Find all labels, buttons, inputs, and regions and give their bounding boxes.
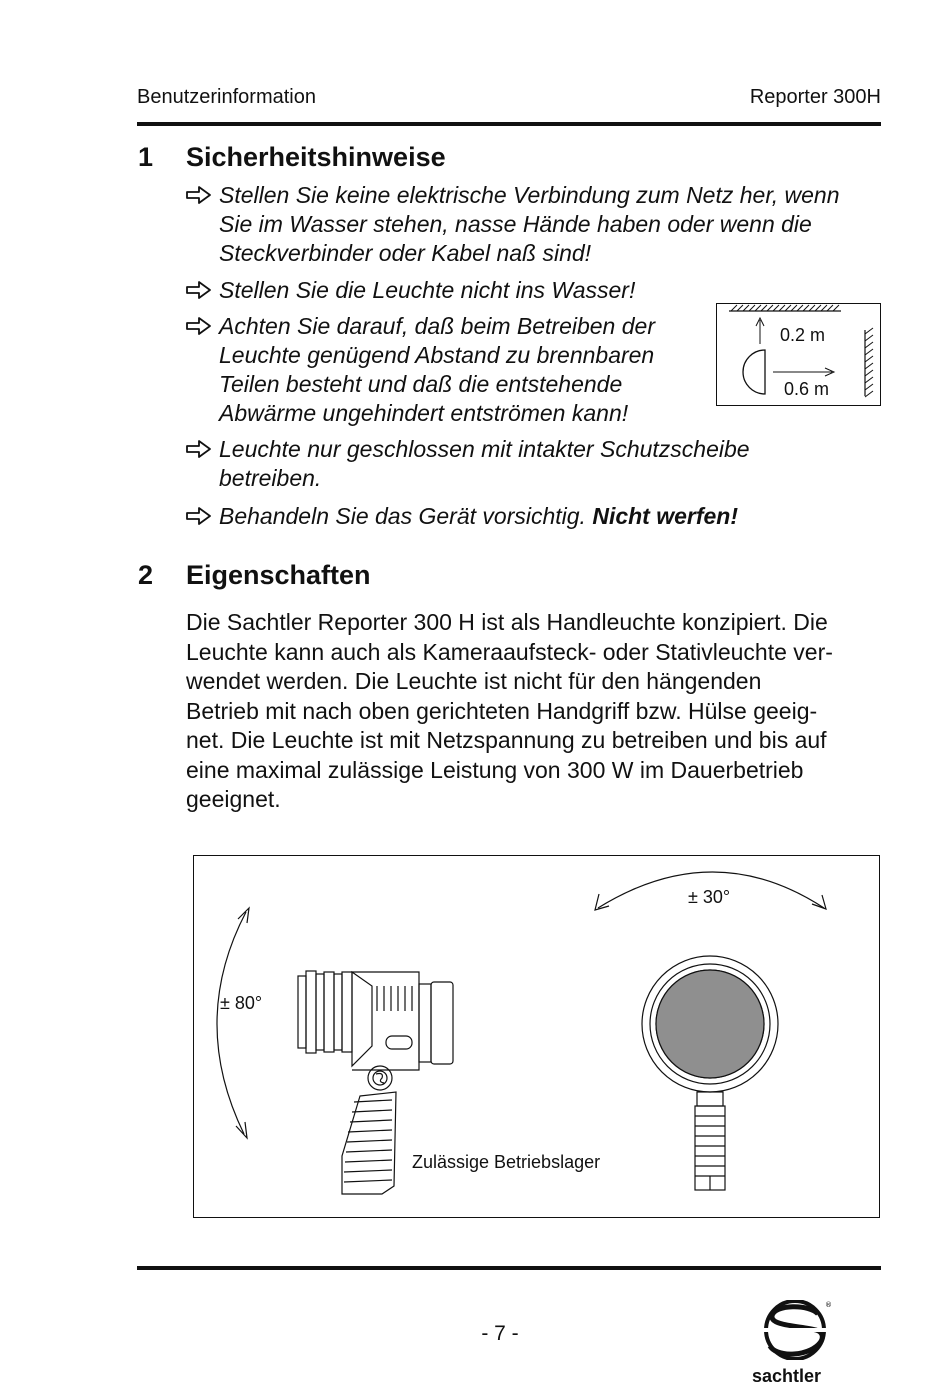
bullet-line: Achten Sie darauf, daß beim Betreiben der [219,313,655,339]
arrow-right-icon [186,506,212,526]
paragraph-line: geeignet. [186,786,281,812]
section-2-number: 2 [138,560,154,590]
bullet-line: Leuchte nur geschlossen mit intakter Schutzscheibe [219,436,750,462]
figure-caption: Zulässige Betriebslager [412,1152,601,1172]
bullet-warning: Nicht werfen! [592,503,739,529]
paragraph-line: wendet werden. Die Leuchte ist nicht für den hängenden [186,668,762,694]
section-2-title: Eigenschaften [186,560,371,590]
brand-name: sachtler [752,1366,822,1386]
bullet-line: Stellen Sie die Leuchte nicht ins Wasser! [219,277,636,303]
page-number: - 7 - [481,1322,519,1345]
swivel-angle-label: ± 30° [688,887,731,907]
footer-rule [137,1266,881,1270]
header-right: Reporter 300H [749,86,881,108]
bullet-line: Stellen Sie keine elektrische Verbindung zum Netz her, wenn [219,182,840,208]
section-1-title: Sicherheitshinweise [186,142,446,172]
sachtler-logo-icon [758,1300,836,1360]
header-rule [137,122,881,126]
arrow-right-icon [186,185,212,205]
paragraph-line: Betrieb mit nach oben gerichteten Handgriff bzw. Hülse geeig- [186,697,818,724]
bullet-line: Teilen besteht und daß die entstehende [219,371,623,397]
arrow-right-icon [186,316,212,336]
section-1-number: 1 [138,142,154,172]
clearance-diagram [716,303,881,406]
bullet-line: Sie im Wasser stehen, nasse Hände haben oder wenn die [219,211,812,237]
tilt-angle-label: ± 80° [220,993,263,1013]
header-left: Benutzerinformation [137,86,316,108]
bullet-text: Behandeln Sie das Gerät vorsichtig. [219,503,586,529]
operating-positions-figure [193,855,880,1218]
svg-text:®: ® [825,1301,832,1309]
paragraph-line: net. Die Leuchte ist mit Netzspannung zu betreiben und bis auf [186,727,827,753]
section-2-paragraph [186,608,833,815]
paragraph-line: Die Sachtler Reporter 300 H ist als Handleuchte konzipiert. Die [186,609,828,635]
arrow-right-icon [186,280,212,300]
bullet-line: Abwärme ungehindert entströmen kann! [219,400,629,426]
bullet-line [219,502,738,531]
paragraph-line: Leuchte kann auch als Kameraaufsteck- oder Stativleuchte ver- [186,638,833,665]
section-2-heading [138,560,538,594]
bullet-line: Leuchte genügend Abstand zu brennbaren [219,342,655,368]
bullet-line: betreiben. [219,465,322,491]
top-distance-label: 0.2 m [780,325,826,345]
paragraph-line: eine maximal zulässige Leistung von 300 W im Dauerbetrieb [186,756,804,783]
bullet-line: Steckverbinder oder Kabel naß sind! [219,240,592,266]
section-1-heading [138,142,538,176]
side-distance-label: 0.6 m [784,379,830,399]
arrow-right-icon [186,439,212,459]
